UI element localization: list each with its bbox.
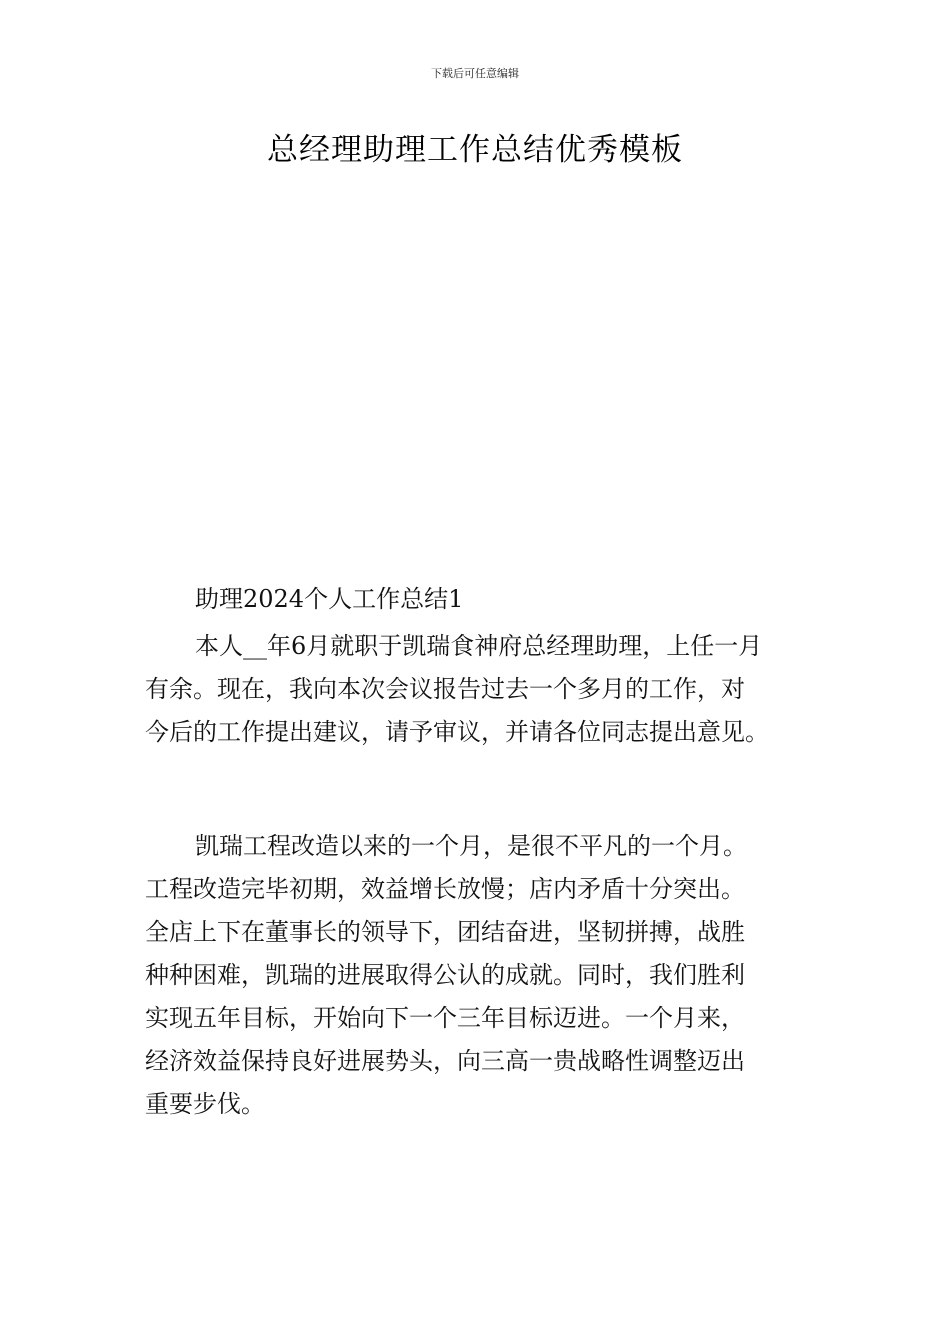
header-note: 下载后可任意编辑 (431, 67, 519, 80)
second-paragraph (145, 825, 810, 1126)
section-heading-text: 助理2024个人工作总结1 (195, 585, 464, 613)
paragraph-line: 全店上下在董事长的领导下，团结奋进，坚韧拼搏，战胜 (145, 918, 745, 946)
paragraph-line: 本人__年6月就职于凯瑞食神府总经理助理，上任一月 (195, 632, 763, 660)
paragraph-line: 凯瑞工程改造以来的一个月，是很不平凡的一个月。 (195, 832, 747, 860)
document-title: 总经理助理工作总结优秀模板 (267, 132, 683, 168)
paragraph-line: 种种困难，凯瑞的进展取得公认的成就。同时，我们胜利 (145, 961, 745, 989)
section-heading (145, 578, 810, 621)
paragraph-line: 工程改造完毕初期，效益增长放慢；店内矛盾十分突出。 (145, 875, 745, 903)
paragraph-line: 重要步伐。 (145, 1090, 265, 1118)
paragraph-line: 实现五年目标，开始向下一个三年目标迈进。一个月来， (145, 1004, 745, 1032)
paragraph-line: 经济效益保持良好进展势头，向三高一贵战略性调整迈出 (145, 1047, 745, 1075)
paragraph-line: 今后的工作提出建议，请予审议，并请各位同志提出意见。 (145, 718, 769, 746)
intro-paragraph (145, 625, 810, 754)
paragraph-line: 有余。现在，我向本次会议报告过去一个多月的工作，对 (145, 675, 745, 703)
